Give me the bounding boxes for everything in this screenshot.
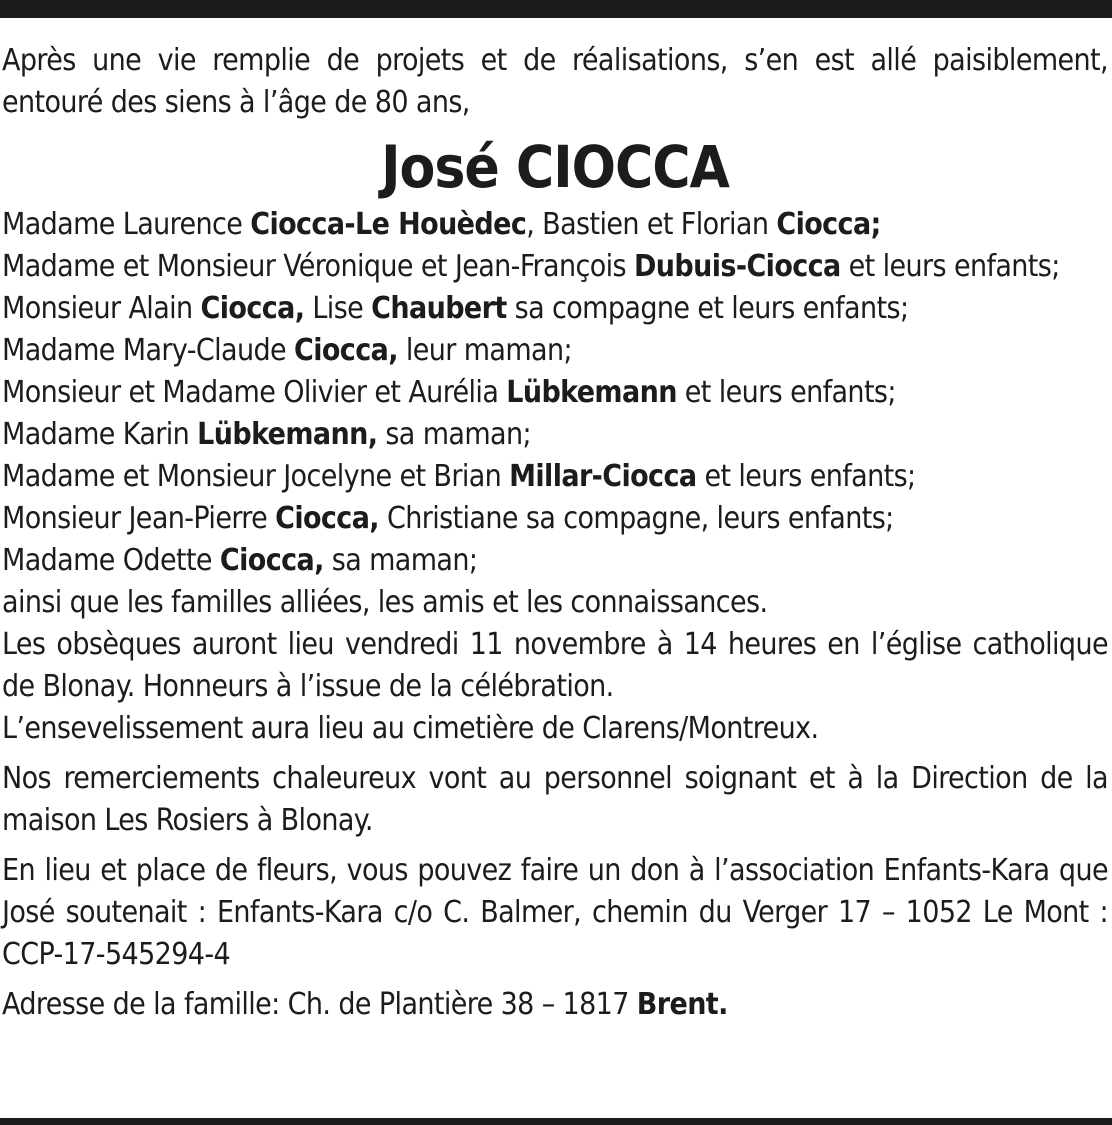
- funeral-text: Les obsèques auront lieu vendredi 11 novembre à 14 heures en l’église catholique de Blonay. Honneurs à l’issue de la célébration.: [2, 627, 1108, 704]
- bottom-rule: [0, 1118, 1112, 1125]
- family-surname: Lübkemann,: [197, 417, 378, 452]
- obituary-notice: [2, 40, 1108, 1026]
- donation-text: En lieu et place de fleurs, vous pouvez faire un don à l’association Enfants-Kara que José soutenait : Enfants-Kara c/o C. Balmer, chemin du Verger 17 – 1052 Le Mont : CCP-17-545294-4: [2, 853, 1108, 972]
- family-member-line: [2, 330, 1108, 372]
- family-text: sa maman;: [323, 543, 478, 578]
- family-surname: Ciocca,: [219, 543, 324, 578]
- family-text: Monsieur et Madame Olivier et Aurélia: [2, 375, 507, 410]
- family-surname: Ciocca;: [776, 207, 881, 242]
- family-text: sa compagne et leurs enfants;: [506, 291, 909, 326]
- family-text: Madame et Monsieur Jocelyne et Brian: [2, 459, 510, 494]
- thanks-text: Nos remerciements chaleureux vont au personnel soignant et à la Direction de la maison Les Rosiers à Blonay.: [2, 761, 1108, 838]
- family-address: [2, 984, 1108, 1026]
- family-list: [2, 204, 1108, 582]
- family-surname: Millar-Ciocca: [509, 459, 697, 494]
- address-city: Brent.: [636, 987, 728, 1022]
- family-surname: Ciocca,: [294, 333, 398, 368]
- family-surname: Dubuis-Ciocca: [633, 249, 841, 284]
- allies-text: ainsi que les familles alliées, les amis et les connaissances.: [2, 585, 768, 620]
- family-text: Madame Laurence: [2, 207, 251, 242]
- family-member-line: [2, 372, 1108, 414]
- family-text: Madame Odette: [2, 543, 220, 578]
- family-member-line: [2, 288, 1108, 330]
- deceased-name: José CIOCCA: [381, 133, 729, 201]
- family-text: Lise: [304, 291, 372, 326]
- family-text: Monsieur Jean-Pierre: [2, 501, 276, 536]
- family-text: Madame Mary-Claude: [2, 333, 294, 368]
- address-text: Adresse de la famille: Ch. de Plantière 38 – 1817: [2, 987, 637, 1022]
- top-rule: [0, 0, 1112, 18]
- family-text: Madame et Monsieur Véronique et Jean-François: [2, 249, 634, 284]
- family-member-line: [2, 246, 1108, 288]
- family-text: et leurs enfants;: [676, 375, 896, 410]
- family-member-line: [2, 498, 1108, 540]
- family-surname: Ciocca-Le Houèdec: [250, 207, 527, 242]
- family-member-line: [2, 204, 1108, 246]
- family-surname: Ciocca,: [200, 291, 305, 326]
- family-text: sa maman;: [377, 417, 531, 452]
- family-surname: Chaubert: [371, 291, 507, 326]
- family-text: leur maman;: [397, 333, 572, 368]
- intro-text: Après une vie remplie de projets et de réalisations, s’en est allé paisiblement, entouré des siens à l’âge de 80 ans,: [2, 43, 1108, 120]
- burial-text: L’ensevelissement aura lieu au cimetière de Clarens/Montreux.: [2, 711, 819, 746]
- family-text: Monsieur Alain: [2, 291, 201, 326]
- family-text: Christiane sa compagne, leurs enfants;: [378, 501, 894, 536]
- family-text: et leurs enfants;: [840, 249, 1060, 284]
- family-surname: Ciocca,: [275, 501, 379, 536]
- family-member-line: [2, 540, 1108, 582]
- family-member-line: [2, 414, 1108, 456]
- family-text: , Bastien et Florian: [526, 207, 777, 242]
- family-member-line: [2, 456, 1108, 498]
- family-text: Madame Karin: [2, 417, 198, 452]
- family-surname: Lübkemann: [506, 375, 677, 410]
- family-text: et leurs enfants;: [696, 459, 916, 494]
